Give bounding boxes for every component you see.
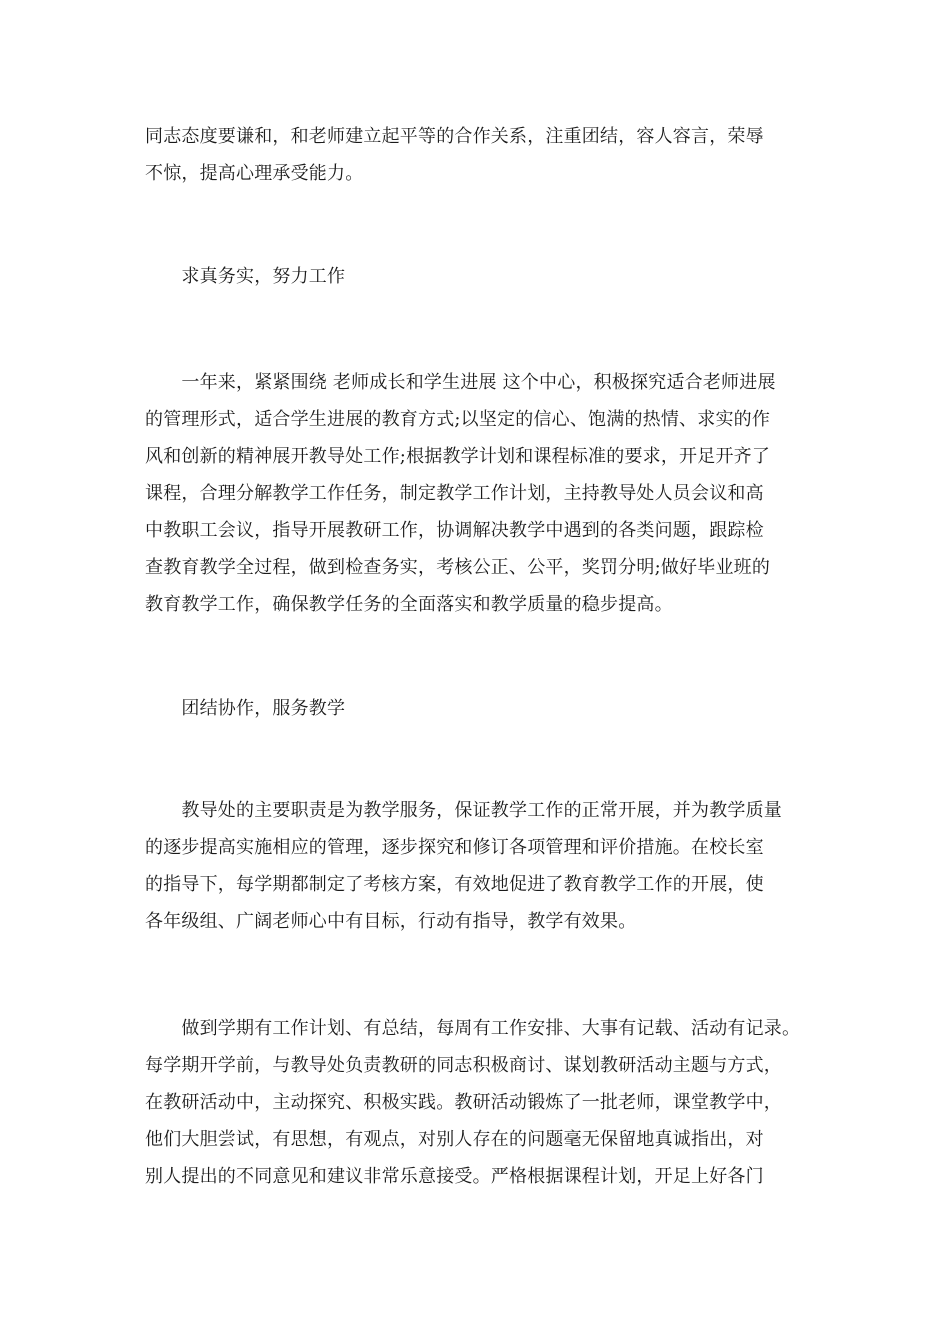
text-line: 一年来，紧紧围绕 老师成长和学生进展 这个中心，积极探究适合老师进展 bbox=[145, 372, 776, 393]
paragraph-2 bbox=[145, 364, 825, 623]
section-heading-seek-truth bbox=[145, 258, 825, 295]
section-heading: 求真务实，努力工作 bbox=[145, 266, 346, 287]
text-line: 各年级组、广阔老师心中有目标，行动有指导，教学有效果。 bbox=[145, 911, 637, 932]
text-line: 他们大胆尝试，有思想，有观点，对别人存在的问题毫无保留地真诚指出，对 bbox=[145, 1129, 764, 1150]
text-line: 同志态度要谦和，和老师建立起平等的合作关系，注重团结，容人容言，荣辱 bbox=[145, 126, 764, 147]
text-line: 中教职工会议，指导开展教研工作，协调解决教学中遇到的各类问题，跟踪检 bbox=[145, 520, 764, 541]
text-line: 的逐步提高实施相应的管理，逐步探究和修订各项管理和评价措施。在校长室 bbox=[145, 837, 764, 858]
paragraph-3 bbox=[145, 792, 825, 940]
text-line: 做到学期有工作计划、有总结，每周有工作安排、大事有记载、活动有记录。 bbox=[145, 1018, 801, 1039]
section-heading: 团结协作，服务教学 bbox=[145, 698, 346, 719]
paragraph-4 bbox=[145, 1010, 825, 1195]
text-line: 查教育教学全过程，做到检查务实，考核公正、公平，奖罚分明;做好毕业班的 bbox=[145, 557, 771, 578]
section-heading-unity bbox=[145, 690, 825, 727]
text-line: 别人提出的不同意见和建议非常乐意接受。严格根据课程计划，开足上好各门 bbox=[145, 1166, 764, 1187]
text-line: 不惊，提高心理承受能力。 bbox=[145, 163, 364, 184]
text-line: 的指导下，每学期都制定了考核方案，有效地促进了教育教学工作的开展，使 bbox=[145, 874, 764, 895]
text-line: 教导处的主要职责是为教学服务，保证教学工作的正常开展，并为教学质量 bbox=[145, 800, 782, 821]
text-line: 风和创新的精神展开教导处工作;根据教学计划和课程标准的要求，开足开齐了 bbox=[145, 446, 771, 467]
paragraph-1 bbox=[145, 118, 825, 192]
text-line: 的管理形式，适合学生进展的教育方式;以坚定的信心、饱满的热情、求实的作 bbox=[145, 409, 771, 430]
text-line: 每学期开学前，与教导处负责教研的同志积极商讨、谋划教研活动主题与方式， bbox=[145, 1055, 782, 1076]
text-line: 教育教学工作，确保教学任务的全面落实和教学质量的稳步提高。 bbox=[145, 594, 673, 615]
text-line: 课程，合理分解教学工作任务，制定教学工作计划，主持教导处人员会议和高 bbox=[145, 483, 764, 504]
text-line: 在教研活动中，主动探究、积极实践。教研活动锻炼了一批老师，课堂教学中， bbox=[145, 1092, 782, 1113]
